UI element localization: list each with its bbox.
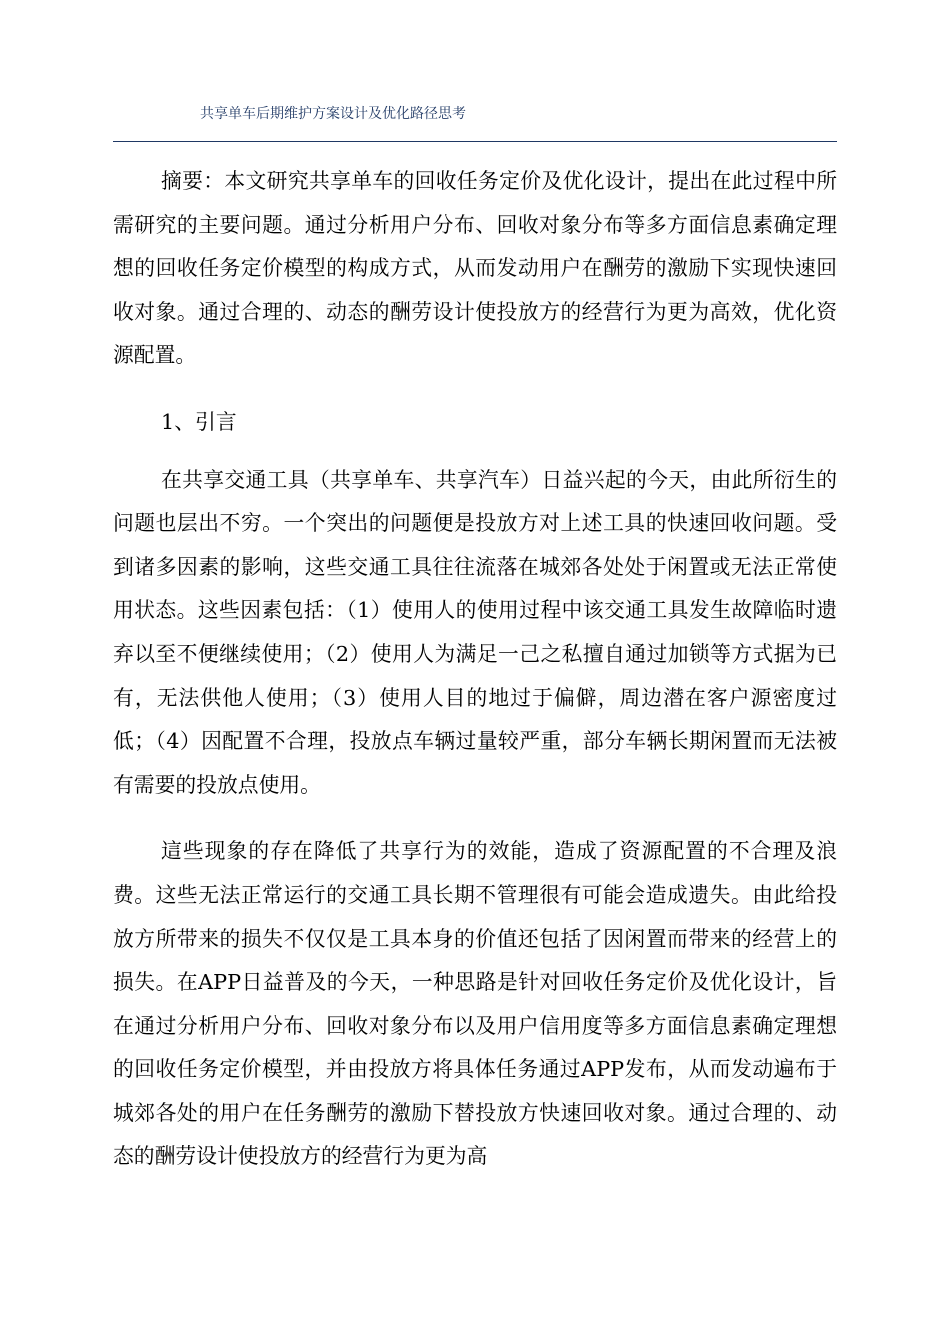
running-header: 共享单车后期维护方案设计及优化路径思考	[200, 106, 466, 122]
document-body	[113, 160, 837, 1179]
section-heading: 1、引言	[161, 409, 237, 434]
intro-paragraph-2: 這些现象的存在降低了共享行为的效能，造成了资源配置的不合理及浪费。这些无法正常运行的交通工具长期不管理很有可能会造成遗失。由此给投放方所带来的损失不仅仅是工具本身的价值还包括了因闲置而带来的经营上的损失。在APP日益普及的今天，一种思路是针对回收任务定价及优化设计，旨在通过分析用户分布、回收对象分布以及用户信用度等多方面信息素确定理想的回收任务定价模型，并由投放方将具体任务通过APP发布，从而发动遍布于城郊各处的用户在任务酬劳的激励下替投放方快速回收对象。通过合理的、动态的酬劳设计使投放方的经营行为更为高	[113, 839, 837, 1169]
abstract-paragraph: 摘要：本文研究共享单车的回收任务定价及优化设计，提出在此过程中所需研究的主要问题。通过分析用户分布、回收对象分布等多方面信息素确定理想的回收任务定价模型的构成方式，从而发动用户在酬劳的激励下实现快速回收对象。通过合理的、动态的酬劳设计使投放方的经营行为更为高效，优化资源配置。	[113, 169, 837, 368]
intro-paragraph-1: 在共享交通工具（共享单车、共享汽车）日益兴起的今天，由此所衍生的问题也层出不穷。一个突出的问题便是投放方对上述工具的快速回收问题。受到诸多因素的影响，这些交通工具往往流落在城郊各处处于闲置或无法正常使用状态。这些因素包括：（1）使用人的使用过程中该交通工具发生故障临时遗弃以至不便继续使用；（2）使用人为满足一己之私擅自通过加锁等方式据为已有，无法供他人使用；（3）使用人目的地过于偏僻，周边潜在客户源密度过低；（4）因配置不合理，投放点车辆过量较严重，部分车辆长期闲置而无法被有需要的投放点使用。	[113, 467, 837, 797]
header-divider	[113, 141, 837, 142]
